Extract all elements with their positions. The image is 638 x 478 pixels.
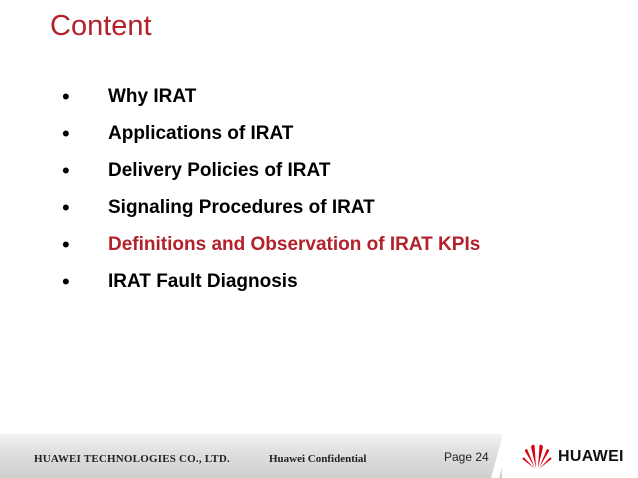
- list-item: [0, 228, 638, 265]
- bullet-icon: •: [62, 158, 70, 183]
- slide-footer: [0, 434, 638, 478]
- bullet-text: Signaling Procedures of IRAT: [108, 197, 375, 218]
- bullet-icon: •: [62, 269, 70, 294]
- slide-title: Content: [50, 10, 152, 42]
- list-item: [0, 117, 638, 154]
- bullet-icon: •: [62, 232, 70, 257]
- bullet-text: Why IRAT: [108, 86, 197, 107]
- bullet-text: Delivery Policies of IRAT: [108, 160, 331, 181]
- bullet-list: [0, 80, 638, 302]
- list-item: [0, 191, 638, 228]
- bullet-icon: •: [62, 84, 70, 109]
- footer-company-name: HUAWEI TECHNOLOGIES CO., LTD.: [34, 453, 230, 465]
- bullet-text-current: Definitions and Observation of IRAT KPIs: [108, 234, 481, 255]
- huawei-logo-text: HUAWEI: [558, 448, 624, 465]
- footer-confidential-label: Huawei Confidential: [269, 453, 367, 465]
- bullet-icon: •: [62, 195, 70, 220]
- huawei-petal-logo-icon: [522, 442, 552, 470]
- page-number: Page 24: [444, 450, 489, 464]
- huawei-logo: [502, 434, 638, 478]
- bullet-text: Applications of IRAT: [108, 123, 294, 144]
- bullet-text: IRAT Fault Diagnosis: [108, 271, 298, 292]
- list-item: [0, 154, 638, 191]
- list-item: [0, 265, 638, 302]
- bullet-icon: •: [62, 121, 70, 146]
- list-item: [0, 80, 638, 117]
